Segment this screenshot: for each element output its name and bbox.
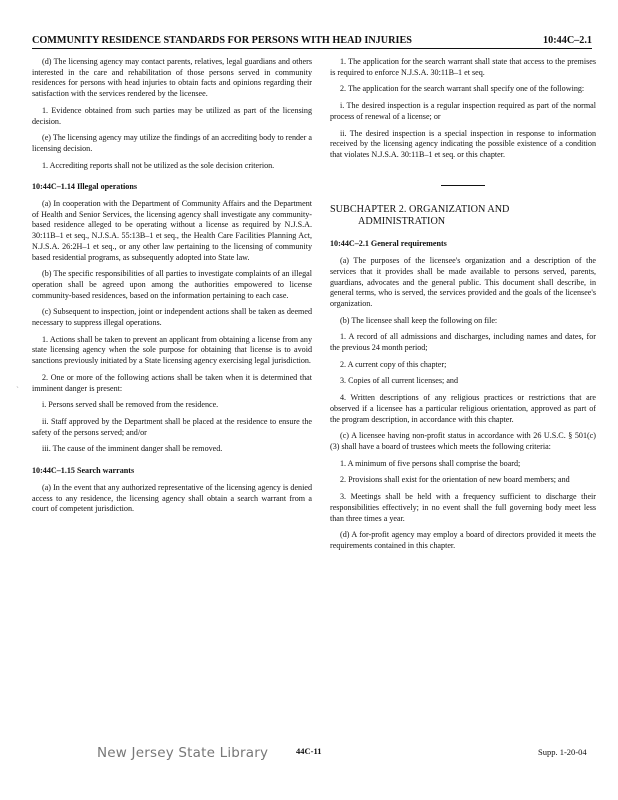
paragraph: 2. Provisions shall exist for the orientation of new board members; and <box>340 475 570 485</box>
running-header <box>32 30 592 49</box>
paragraph: iii. The cause of the imminent danger shall be removed. <box>42 444 223 454</box>
section-heading: 10:44C–1.14 Illegal operations <box>32 182 137 192</box>
paragraph: (b) The licensee shall keep the following on file: <box>340 315 498 325</box>
subchapter-title <box>330 204 596 229</box>
paragraph: (c) A licensee having non-profit status in accordance with 26 U.S.C. § 501(c)(3) shall have a board of trustees which meets the following criteria: <box>330 431 596 451</box>
paragraph: 2. The application for the search warrant shall specify one of the following: <box>340 84 585 94</box>
paragraph: (d) A for-profit agency may employ a board of directors provided it meets the requirements contained in this chapter. <box>330 530 596 550</box>
left-column <box>32 57 312 521</box>
paragraph: 3. Meetings shall be held with a frequency sufficient to discharge their responsibilities effectively; in no event shall the full governing body meet less than three times a year. <box>330 492 596 523</box>
paragraph: (a) In the event that any authorized representative of the licensing agency is denied access to any residence, the licensing agency shall obtain a search warrant from a court of competent jurisdiction. <box>32 482 312 514</box>
paragraph: 1. Actions shall be taken to prevent an applicant from obtaining a license from any state licensing agency when the sole purpose for obtaining that license is to avoid sanctions previously initiated by a State licensing agency exercising legal jurisdiction. <box>32 334 312 366</box>
paragraph: 2. One or more of the following actions shall be taken when it is determined that imminent danger is present: <box>32 372 312 393</box>
paragraph: 4. Written descriptions of any religious practices or restrictions that are observed if a licensee has a particular religious orientation, approved as part of the program description, in accordance with this chapter. <box>330 393 596 424</box>
paragraph: ii. The desired inspection is a special inspection in response to information received by the licensing agency indicating the possible existence of a condition that violates N.J.S.A. 30:11B–1 et seq. or this chapter. <box>330 128 596 159</box>
section-heading: 10:44C–1.15 Search warrants <box>32 466 135 476</box>
paragraph: (b) The specific responsibilities of all parties to investigate complaints of an illegal operation shall be agreed upon among the authorities empowered to license community-based residences, based on the information pertaining to each case. <box>32 269 312 300</box>
subchapter-line-1: SUBCHAPTER 2. ORGANIZATION AND <box>330 203 510 215</box>
right-column <box>330 57 596 558</box>
paragraph: 2. A current copy of this chapter; <box>340 359 447 369</box>
section-divider <box>441 185 485 186</box>
paragraph: (a) The purposes of the licensee's organization and a description of the services that it provides shall be made available to persons served, parents, guardians, advocates and the general public. This document shall describe, in general terms, who is served, the services provided and the goals of the licensee's organization. <box>330 256 596 308</box>
paragraph: (c) Subsequent to inspection, joint or independent actions shall be taken as deemed necessary to suppress illegal operations. <box>32 307 312 328</box>
paragraph: 1. A minimum of five persons shall comprise the board; <box>340 458 521 468</box>
page-number: 44C-11 <box>296 746 322 756</box>
supplement-date: Supp. 1-20-04 <box>538 747 587 757</box>
subchapter-line-2: ADMINISTRATION <box>358 216 446 228</box>
paragraph: (d) The licensing agency may contact parents, relatives, legal guardians and others interested in the care and rehabilitation of those persons served in community residences for persons with head injuries to obtain facts and opinions regarding their satisfaction with the services rendered by the licensee. <box>32 57 312 99</box>
paragraph: 1. The application for the search warrant shall state that access to the premises is required to enforce N.J.S.A. 30:11B–1 et seq. <box>330 57 596 77</box>
paragraph: 1. Accrediting reports shall not be utilized as the sole decision criterion. <box>42 160 275 170</box>
library-stamp: New Jersey State Library <box>97 745 269 761</box>
paragraph: (e) The licensing agency may utilize the findings of an accrediting body to render a licensing decision. <box>32 133 312 153</box>
paragraph: 1. Evidence obtained from such parties may be utilized as part of the licensing decision. <box>32 105 312 126</box>
section-heading: 10:44C–2.1 General requirements <box>330 239 447 249</box>
paragraph: 1. A record of all admissions and discharges, including names and dates, for the previous 24 month period; <box>330 332 596 353</box>
paragraph: i. The desired inspection is a regular inspection required as part of the normal process of renewal of a license; or <box>330 101 596 121</box>
paragraph: (a) In cooperation with the Department of Community Affairs and the Department of Health and Senior Services, the licensing agency shall investigate any community-based residence alleged to be operating without a license as required by N.J.S.A. 30:11B–1 et seq., N.J.S.A. 55:13B–1 et seq., the Health Care Facilities Planning Act, N.J.S.A. 26:2H–1 et seq., or any other law pertaining to the licensing of community based residential programs, as subsequently adopted into State law. <box>32 199 312 262</box>
header-code: 10:44C–2.1 <box>543 35 592 46</box>
margin-mark: ˎ <box>16 378 19 388</box>
header-title: COMMUNITY RESIDENCE STANDARDS FOR PERSONS WITH HEAD INJURIES <box>32 35 412 46</box>
paragraph: 3. Copies of all current licenses; and <box>340 376 458 386</box>
paragraph: ii. Staff approved by the Department shall be placed at the residence to ensure the safety of the persons served; and/or <box>32 416 312 437</box>
paragraph: i. Persons served shall be removed from the residence. <box>42 400 219 410</box>
